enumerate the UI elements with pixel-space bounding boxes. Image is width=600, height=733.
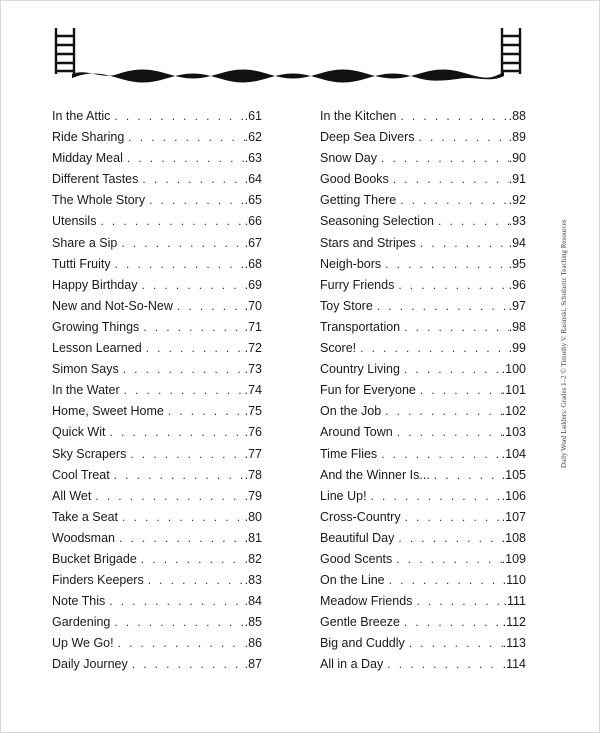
toc-dot-leader (143, 317, 244, 338)
toc-entry-title: Around Town (320, 425, 393, 440)
toc-entry-page: .85 (244, 615, 262, 630)
toc-entry-title: In the Kitchen (320, 109, 397, 123)
toc-entry-title: Toy Store (320, 298, 373, 313)
toc-column-right (320, 106, 526, 676)
toc-dot-leader (168, 401, 245, 422)
toc-dot-leader (128, 127, 244, 148)
toc-entry-page: .97 (508, 298, 526, 313)
toc-entry-page: .101 (501, 383, 526, 398)
toc-entry-page: .111 (503, 594, 526, 609)
toc-entry (52, 549, 262, 570)
toc-dot-leader (404, 317, 508, 338)
toc-entry-title: Transportation (320, 319, 401, 334)
toc-dot-leader (398, 528, 501, 549)
toc-entry (52, 190, 262, 211)
toc-entry-page: .65 (244, 193, 262, 208)
toc-entry-page: .104 (501, 446, 526, 461)
toc-entry (320, 528, 526, 549)
toc-dot-leader (130, 444, 244, 465)
toc-entry-page: .99 (508, 341, 526, 356)
toc-entry-title: Furry Friends (320, 277, 395, 292)
toc-entry (52, 211, 262, 232)
toc-entry-page: .63 (244, 151, 262, 166)
toc-entry-title: Sky Scrapers (52, 446, 127, 461)
toc-dot-leader (420, 233, 509, 254)
toc-entry (52, 570, 262, 591)
toc-entry-page: .109 (501, 551, 526, 566)
toc-entry-title: In the Water (52, 383, 120, 398)
toc-dot-leader (381, 444, 501, 465)
toc-dot-leader (416, 591, 503, 612)
toc-entry-title: Woodsman (52, 530, 115, 545)
toc-dot-leader (119, 528, 245, 549)
toc-entry-page: .87 (244, 657, 262, 672)
toc-entry-title: Cool Treat (52, 467, 110, 482)
toc-entry (320, 275, 526, 296)
toc-entry (52, 633, 262, 654)
toc-entry (52, 127, 262, 148)
toc-entry-page: .107 (501, 509, 526, 524)
toc-entry-title: All Wet (52, 488, 92, 503)
toc-entry-page: .80 (244, 509, 262, 524)
toc-entry (320, 380, 526, 401)
toc-entry-page: .86 (244, 636, 262, 651)
toc-entry (52, 275, 262, 296)
toc-entry-page: .96 (508, 277, 526, 292)
toc-dot-leader (387, 654, 502, 675)
toc-entry (320, 169, 526, 190)
toc-entry (320, 486, 526, 507)
toc-entry-page: .77 (244, 446, 262, 461)
toc-entry (320, 254, 526, 275)
toc-entry (320, 507, 526, 528)
toc-dot-leader (109, 422, 244, 443)
toc-entry-page: .91 (508, 172, 526, 187)
toc-entry (320, 359, 526, 380)
toc-dot-leader (400, 106, 508, 127)
toc-entry-title: On the Job (320, 404, 382, 419)
toc-entry-title: Utensils (52, 214, 97, 229)
toc-entry-title: Note This (52, 594, 106, 609)
toc-entry (320, 211, 526, 232)
toc-entry-title: And the Winner Is... (320, 467, 430, 482)
toc-dot-leader (371, 486, 502, 507)
toc-dot-leader (146, 338, 245, 359)
toc-dot-leader (100, 211, 244, 232)
toc-dot-leader (385, 254, 508, 275)
toc-entry-title: Share a Sip (52, 235, 118, 250)
toc-entry-title: Beautiful Day (320, 530, 395, 545)
toc-entry (52, 359, 262, 380)
toc-entry (52, 233, 262, 254)
toc-entry-page: .112 (502, 615, 526, 630)
toc-entry-title: Stars and Stripes (320, 235, 416, 250)
toc-entry-title: Good Books (320, 172, 389, 187)
toc-dot-leader (398, 275, 508, 296)
toc-entry-title: In the Attic (52, 109, 111, 123)
toc-entry (52, 612, 262, 633)
toc-entry-page: .69 (244, 277, 262, 292)
toc-entry-page: .95 (508, 256, 526, 271)
toc-entry-title: Getting There (320, 193, 397, 208)
toc-entry-title: Fun for Everyone (320, 383, 416, 398)
toc-entry (52, 444, 262, 465)
toc-entry-page: .102 (501, 404, 526, 419)
toc-entry-page: .76 (244, 425, 262, 440)
toc-dot-leader (114, 106, 244, 127)
toc-entry (320, 654, 526, 675)
toc-entry-page: .106 (501, 488, 526, 503)
toc-dot-leader (438, 211, 509, 232)
toc-entry (320, 570, 526, 591)
toc-entry (52, 254, 262, 275)
toc-dot-leader (177, 296, 245, 317)
toc-entry-page: .75 (244, 404, 262, 419)
toc-entry (320, 633, 526, 654)
toc-entry-page: .64 (244, 172, 262, 187)
toc-dot-leader (124, 380, 245, 401)
toc-dot-leader (149, 190, 245, 211)
toc-entry-title: All in a Day (320, 657, 384, 672)
toc-entry-page: .71 (244, 319, 262, 334)
toc-entry (320, 591, 526, 612)
toc-dot-leader (141, 549, 245, 570)
toc-entry (320, 401, 526, 422)
toc-dot-leader (420, 380, 502, 401)
toc-dot-leader (389, 570, 503, 591)
ladder-icon (502, 28, 520, 74)
toc-entry (52, 148, 262, 169)
toc-entry-title: Gardening (52, 615, 111, 630)
toc-dot-leader (114, 465, 245, 486)
toc-entry-page: .98 (508, 319, 526, 334)
toc-dot-leader (397, 422, 502, 443)
toc-dot-leader (385, 401, 502, 422)
toc-dot-leader (396, 549, 501, 570)
toc-entry (52, 507, 262, 528)
toc-entry-page: .93 (508, 214, 526, 229)
toc-entry-page: .88 (508, 109, 526, 123)
toc-entry-title: On the Line (320, 573, 385, 588)
toc-entry-title: Time Flies (320, 446, 378, 461)
toc-entry-title: Daily Journey (52, 657, 128, 672)
toc-entry-title: Snow Day (320, 151, 377, 166)
toc-dot-leader (400, 190, 508, 211)
toc-dot-leader (95, 486, 244, 507)
toc-entry (320, 148, 526, 169)
toc-entry (52, 486, 262, 507)
toc-dot-leader (393, 169, 509, 190)
toc-dot-leader (360, 338, 508, 359)
toc-entry-page: .61 (244, 109, 262, 123)
toc-entry-page: .92 (508, 193, 526, 208)
toc-dot-leader (121, 233, 244, 254)
toc-entry (320, 233, 526, 254)
toc-entry-page: .62 (244, 130, 262, 145)
toc-entry-title: Tutti Fruity (52, 256, 111, 271)
toc-entry (320, 612, 526, 633)
toc-dot-leader (381, 148, 509, 169)
toc-dot-leader (123, 359, 245, 380)
toc-dot-leader (115, 254, 245, 275)
toc-entry (320, 127, 526, 148)
toc-dot-leader (419, 127, 509, 148)
toc-entry-title: Take a Seat (52, 509, 119, 524)
toc-entry-title: Growing Things (52, 319, 140, 334)
toc-entry-page: .78 (244, 467, 262, 482)
toc-entry-title: Midday Meal (52, 151, 123, 166)
toc-entry-page: .72 (244, 341, 262, 356)
toc-entry-title: Seasoning Selection (320, 214, 434, 229)
copyright-credit: Daily Word Ladders: Grades 1–2 © Timothy V. Rasinski, Scholastic Teaching Resources (560, 219, 568, 468)
toc-entry-page: .70 (244, 298, 262, 313)
toc-entry-title: Lesson Learned (52, 341, 142, 356)
toc-entry-title: Cross-Country (320, 509, 401, 524)
toc-entry (52, 401, 262, 422)
toc-entry-title: The Whole Story (52, 193, 146, 208)
toc-dot-leader (409, 633, 503, 654)
toc-entry-page: .81 (244, 530, 262, 545)
toc-entry-title: New and Not-So-New (52, 298, 173, 313)
toc-entry (320, 106, 526, 127)
toc-entry-page: .113 (502, 636, 526, 651)
toc-entry (320, 465, 526, 486)
toc-entry (52, 106, 262, 127)
toc-entry-title: Different Tastes (52, 172, 139, 187)
toc-entry-page: .108 (501, 530, 526, 545)
toc-entry-title: Gentle Breeze (320, 615, 400, 630)
toc-entry-page: .100 (501, 362, 526, 377)
toc-entry (52, 465, 262, 486)
toc-entry-title: Ride Sharing (52, 130, 125, 145)
ladder-icon (56, 28, 74, 74)
toc-entry (320, 422, 526, 443)
toc-column-left (52, 106, 262, 676)
toc-dot-leader (404, 359, 502, 380)
toc-entry-page: .105 (501, 467, 526, 482)
toc-dot-leader (132, 654, 245, 675)
toc-dot-leader (114, 612, 244, 633)
toc-entry (52, 317, 262, 338)
toc-entry-page: .114 (502, 657, 526, 672)
toc-entry (52, 528, 262, 549)
toc-entry-title: Quick Wit (52, 425, 106, 440)
toc-dot-leader (118, 633, 245, 654)
toc-dot-leader (148, 570, 245, 591)
toc-entry-page: .74 (244, 383, 262, 398)
toc-entry-title: Bucket Brigade (52, 551, 137, 566)
toc-dot-leader (405, 507, 502, 528)
toc-entry-page: .103 (501, 425, 526, 440)
toc-entry-title: Simon Says (52, 362, 119, 377)
toc-entry (52, 169, 262, 190)
toc-entry (320, 296, 526, 317)
toc-entry-title: Good Scents (320, 551, 393, 566)
toc-entry (52, 380, 262, 401)
toc-entry-title: Happy Birthday (52, 277, 138, 292)
toc-dot-leader (434, 465, 502, 486)
toc-entry-title: Deep Sea Divers (320, 130, 415, 145)
toc-entry-page: .83 (244, 573, 262, 588)
toc-entry-title: Neigh-bors (320, 256, 382, 271)
wavy-rope-icon (72, 70, 504, 83)
toc-dot-leader (109, 591, 244, 612)
toc-entry-page: .67 (244, 235, 262, 250)
toc-entry (320, 444, 526, 465)
toc-entry-page: .89 (508, 130, 526, 145)
toc-entry-page: .73 (244, 362, 262, 377)
toc-entry (52, 654, 262, 675)
toc-entry-title: Meadow Friends (320, 594, 413, 609)
toc-entry-title: Up We Go! (52, 636, 114, 651)
toc-entry-page: .82 (244, 551, 262, 566)
toc-dot-leader (404, 612, 503, 633)
toc-entry-page: .94 (508, 235, 526, 250)
toc-entry-page: .79 (244, 488, 262, 503)
toc-dot-leader (127, 148, 245, 169)
toc-entry-title: Home, Sweet Home (52, 404, 164, 419)
toc-entry-page: .110 (502, 573, 526, 588)
toc-entry (52, 591, 262, 612)
toc-entry (52, 296, 262, 317)
toc-entry (320, 190, 526, 211)
toc-entry-title: Line Up! (320, 488, 367, 503)
toc-entry (52, 338, 262, 359)
toc-dot-leader (122, 507, 245, 528)
toc-entry-title: Big and Cuddly (320, 636, 405, 651)
toc-dot-leader (377, 296, 509, 317)
toc-entry (320, 338, 526, 359)
toc-entry-page: .84 (244, 594, 262, 609)
ladder-header-art (48, 24, 528, 88)
toc-entry-page: .66 (244, 214, 262, 229)
toc-dot-leader (142, 169, 244, 190)
toc-entry (52, 422, 262, 443)
toc-entry-title: Finders Keepers (52, 573, 144, 588)
toc-entry (320, 317, 526, 338)
toc-dot-leader (141, 275, 244, 296)
toc-entry-title: Country Living (320, 362, 400, 377)
toc-entry (320, 549, 526, 570)
toc-entry-page: .68 (244, 256, 262, 271)
toc-entry-page: .90 (508, 151, 526, 166)
toc-entry-title: Score! (320, 341, 357, 356)
